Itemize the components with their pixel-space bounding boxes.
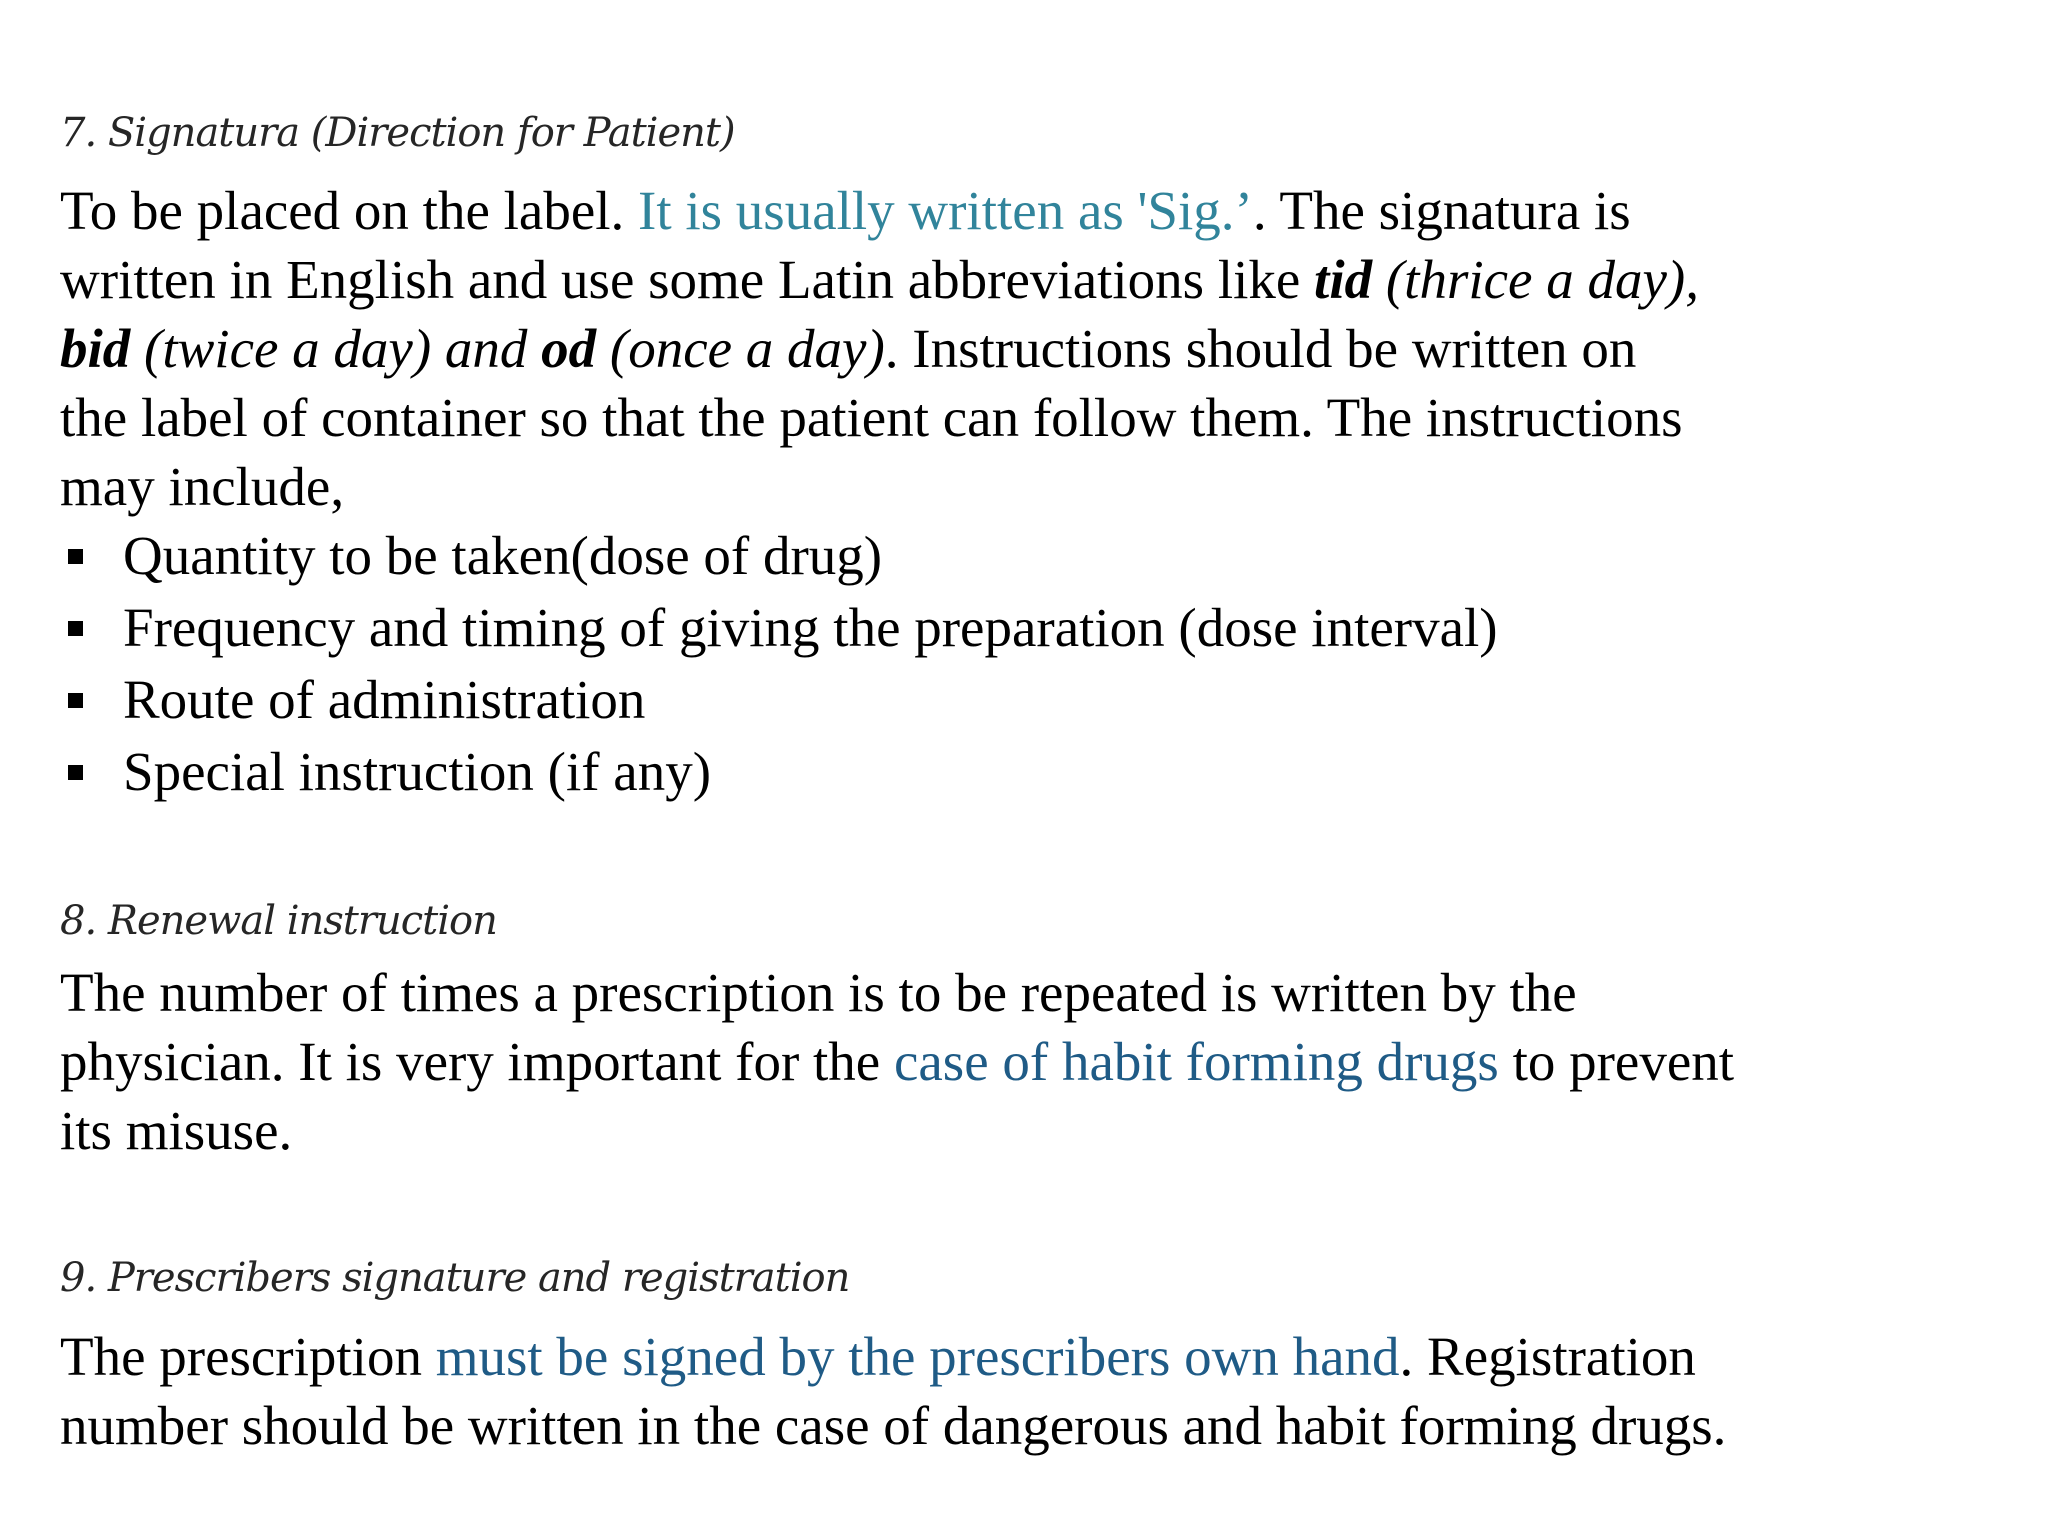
instruction-list [60, 520, 1498, 808]
square-bullet-icon [68, 765, 83, 780]
section-7-paragraph [60, 176, 2020, 521]
habit-forming-highlight: case of habit forming drugs [893, 1031, 1499, 1092]
section-9-line-1: The prescription must be signed by the prescribers own hand. Registration [60, 1326, 1696, 1387]
signature-highlight: must be signed by the prescribers own hand [435, 1326, 1400, 1387]
section-9-line-2: number should be written in the case of dangerous and habit forming drugs. [60, 1395, 1727, 1456]
section-8-line-2: physician. It is very important for the case of habit forming drugs to prevent [60, 1031, 1735, 1092]
section-8-line-1: The number of times a prescription is to be repeated is written by the [60, 962, 1577, 1023]
list-item: Special instruction (if any) [60, 736, 1498, 808]
section-7-line-4: the label of container so that the patient can follow them. The instructions [60, 387, 1683, 448]
section-8-paragraph [60, 958, 2020, 1165]
section-7-line-1: To be placed on the label. It is usually written as 'Sig.’. The signatura is [60, 180, 1631, 241]
section-7-line-2: written in English and use some Latin abbreviations like tid (thrice a day), [60, 249, 1699, 310]
section-7-heading: 7. Signatura (Direction for Patient) [60, 110, 735, 156]
list-item: Route of administration [60, 664, 1498, 736]
list-item: Quantity to be taken(dose of drug) [60, 520, 1498, 592]
square-bullet-icon [68, 549, 83, 564]
od-abbreviation: od [541, 318, 597, 379]
section-7-line-3: bid (twice a day) and od (once a day). Instructions should be written on [60, 318, 1637, 379]
square-bullet-icon [68, 621, 83, 636]
section-7-line-5: may include, [60, 456, 345, 517]
square-bullet-icon [68, 693, 83, 708]
list-item: Frequency and timing of giving the preparation (dose interval) [60, 592, 1498, 664]
tid-abbreviation: tid [1314, 249, 1373, 310]
section-9-heading: 9. Prescribers signature and registration [60, 1255, 850, 1301]
sig-highlight: It is usually written as 'Sig.’ [638, 180, 1253, 241]
bid-abbreviation: bid [60, 318, 131, 379]
section-8-line-3: its misuse. [60, 1100, 293, 1161]
section-8-heading: 8. Renewal instruction [60, 898, 497, 944]
section-9-paragraph [60, 1322, 2020, 1460]
